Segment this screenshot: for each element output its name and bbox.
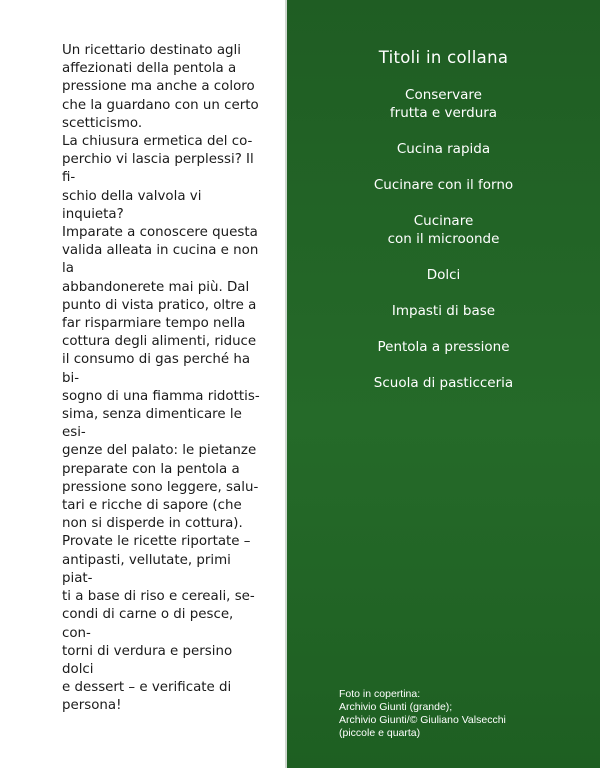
- credits-heading: Foto in copertina:: [339, 688, 421, 700]
- book-description: [62, 42, 260, 716]
- series-title: Titoli in collana: [378, 48, 509, 67]
- credits-line-3: (piccole e quarta): [339, 727, 421, 739]
- description-paragraph-3: Provate le ricette riportate – antipasti, vellutate, primi piat- ti a base di riso e cereali, se- condi di carne o di pesce, con- torni di verdura e persino dolci e dessert – e verificate di persona!: [62, 534, 255, 714]
- description-paragraph-1: Un ricettario destinato agli affezionati della pentola a pressione ma anche a coloro che la guardano con un certo scetticismo.: [62, 43, 259, 131]
- series-list: [287, 86, 600, 410]
- series-item-impasti: Impasti di base: [391, 303, 496, 319]
- series-item-conservare: Conservare frutta e verdura: [389, 87, 498, 121]
- series-item-pentola: Pentola a pressione: [377, 339, 510, 355]
- series-panel: [287, 0, 600, 768]
- description-panel: [0, 0, 285, 768]
- credits-line-1: Archivio Giunti (grande);: [339, 701, 453, 713]
- series-item-dolci: Dolci: [426, 267, 461, 283]
- photo-credits: [339, 688, 579, 740]
- series-item-pasticceria: Scuola di pasticceria: [373, 375, 514, 391]
- series-item-cucina-rapida: Cucina rapida: [396, 141, 491, 157]
- series-item-forno: Cucinare con il forno: [373, 177, 514, 193]
- series-item-microonde: Cucinare con il microonde: [387, 213, 500, 247]
- description-paragraph-2: La chiusura ermetica del co- perchio vi lascia perplessi? Il fi- schio della valvola vi inquieta? Imparate a conoscere questa valida alleata in cucina e non la abbandonerete mai più. Dal punto di vista pratico, oltre a far risparmiare tempo nella cottura degli alimenti, riduce il consumo di gas perché ha bi- sogno di una fiamma ridottis- sima, senza dimenticare le esi- genze del palato: le pietanze preparate con la pentola a pressione sono leggere, salu- tari e ricche di sapore (che non si disperde in cottura).: [62, 134, 260, 532]
- credits-line-2: Archivio Giunti/© Giuliano Valsecchi: [339, 714, 506, 726]
